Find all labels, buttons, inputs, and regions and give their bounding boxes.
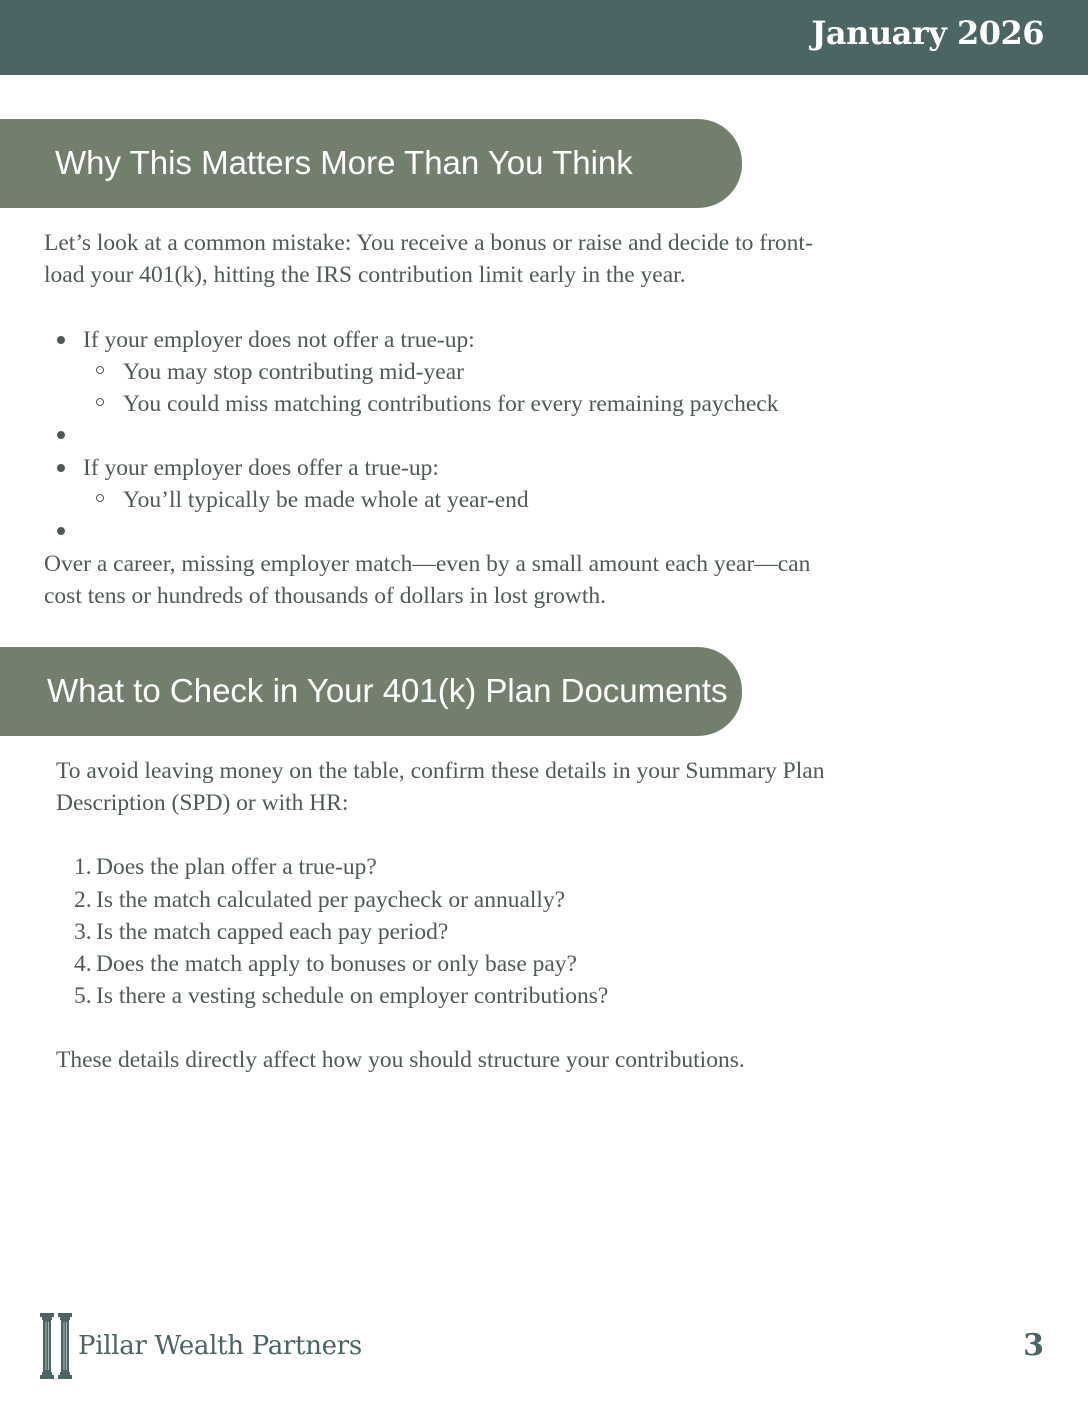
intro-paragraph bbox=[44, 227, 918, 291]
checklist-item bbox=[0, 980, 900, 1012]
brand-logo bbox=[40, 1313, 360, 1379]
item-number: 1. bbox=[74, 854, 92, 880]
checklist-item bbox=[0, 884, 900, 916]
text-line: cost tens or hundreds of thousands of dollars in lost growth. bbox=[44, 583, 606, 609]
bullet-dot bbox=[57, 464, 65, 472]
item-number: 3. bbox=[74, 919, 92, 945]
text-line: Description (SPD) or with HR: bbox=[56, 790, 349, 816]
text-line: load your 401(k), hitting the IRS contribution limit early in the year. bbox=[44, 262, 686, 288]
section-title: Why This Matters More Than You Think bbox=[55, 144, 633, 181]
item-number: 2. bbox=[74, 887, 92, 913]
checklist-item bbox=[0, 948, 900, 980]
section-banner-why-this-matters bbox=[0, 119, 742, 208]
sub-bullet-dot bbox=[96, 494, 104, 502]
checklist-item bbox=[0, 851, 900, 883]
text-line: To avoid leaving money on the table, confirm these details in your Summary Plan bbox=[56, 758, 825, 784]
header-band bbox=[0, 0, 1088, 75]
text-line: Let’s look at a common mistake: You receive a bonus or raise and decide to front- bbox=[44, 230, 813, 256]
closing-paragraph: These details directly affect how you should structure your contributions. bbox=[56, 1047, 745, 1073]
bullet-item: If your employer does offer a true-up: bbox=[83, 455, 439, 481]
section-title: What to Check in Your 401(k) Plan Documents bbox=[47, 672, 728, 709]
page-number: 3 bbox=[1023, 1328, 1044, 1363]
bullet-dot-empty bbox=[57, 527, 65, 535]
checklist-item bbox=[0, 916, 900, 948]
sub-bullet-item: You’ll typically be made whole at year-end bbox=[123, 487, 529, 513]
item-text: Is the match calculated per paycheck or annually? bbox=[96, 887, 566, 913]
sub-bullet-item: You may stop contributing mid-year bbox=[123, 359, 464, 385]
sub-bullet-item: You could miss matching contributions for every remaining paycheck bbox=[123, 391, 779, 417]
item-text: Is the match capped each pay period? bbox=[96, 919, 449, 945]
bullet-item: If your employer does not offer a true-up: bbox=[83, 327, 475, 353]
item-number: 4. bbox=[74, 951, 92, 977]
section-banner-what-to-check bbox=[0, 647, 742, 736]
item-text: Does the plan offer a true-up? bbox=[96, 854, 377, 880]
closing-paragraph bbox=[44, 548, 918, 612]
intro-paragraph bbox=[56, 755, 931, 819]
issue-date: January 2026 bbox=[811, 14, 1044, 52]
bullet-dot bbox=[57, 336, 65, 344]
item-number: 5. bbox=[74, 983, 92, 1009]
sub-bullet-dot bbox=[96, 398, 104, 406]
text-line: Over a career, missing employer match—even by a small amount each year—can bbox=[44, 551, 811, 577]
item-text: Does the match apply to bonuses or only base pay? bbox=[96, 951, 577, 977]
item-text: Is there a vesting schedule on employer contributions? bbox=[96, 983, 609, 1009]
pillar-icon bbox=[40, 1313, 74, 1379]
bullet-dot-empty bbox=[57, 431, 65, 439]
sub-bullet-dot bbox=[96, 366, 104, 374]
brand-name: Pillar Wealth Partners bbox=[78, 1331, 362, 1361]
